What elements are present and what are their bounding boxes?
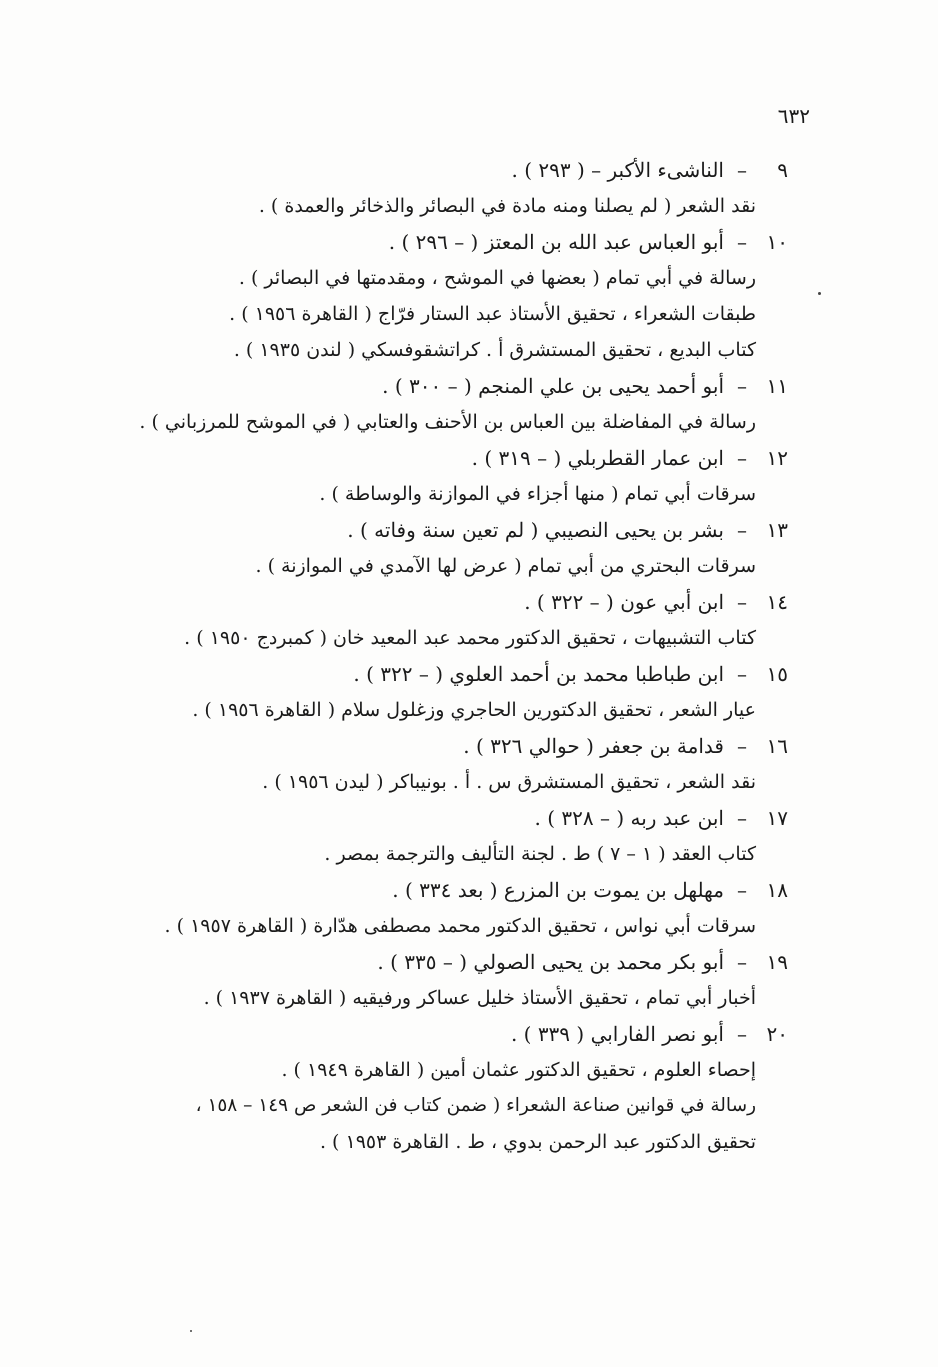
entry-heading — [108, 512, 788, 548]
entry-number: ١٥ — [766, 662, 788, 686]
entry-work: سرقات أبي نواس ، تحقيق الدكتور محمد مصطفى هدّارة ( القاهرة ١٩٥٧ ) . — [164, 915, 756, 937]
entry-author: ابن عمار القطربلي ( – ٣١٩ ) . — [471, 446, 724, 470]
entry-dash: – — [737, 1022, 747, 1046]
entry-work: رسالة في المفاضلة بين العباس بن الأحنف والعتابي ( في الموشح للمرزباني ) . — [139, 411, 756, 433]
entry-heading — [108, 584, 788, 620]
entry-author: الناشىء الأكبر – ( ٢٩٣ ) . — [511, 158, 724, 182]
entry-author: ابن عبد ربه ( – ٣٢٨ ) . — [534, 806, 724, 830]
entry-number: ١٣ — [766, 518, 788, 542]
bibliography-entry — [108, 512, 788, 584]
bibliography-entry — [108, 440, 788, 512]
scan-speck — [818, 292, 821, 295]
entry-author: أبو العباس عبد الله بن المعتز ( – ٢٩٦ ) . — [388, 230, 724, 254]
entry-dash: – — [737, 374, 747, 398]
entry-dash: – — [737, 518, 747, 542]
entry-work: عيار الشعر ، تحقيق الدكتورين الحاجري وزغلول سلام ( القاهرة ١٩٥٦ ) . — [192, 699, 756, 721]
entry-number: ١٧ — [766, 806, 788, 830]
bibliography-entry — [108, 944, 788, 1016]
entry-author: أبو نصر الفارابي ( ٣٣٩ ) . — [510, 1022, 724, 1046]
bibliography-entry — [108, 224, 788, 368]
entry-number: ١٩ — [766, 950, 788, 974]
entry-author: قدامة بن جعفر ( حوالي ٣٢٦ ) . — [463, 734, 724, 758]
entry-work: نقد الشعر ( لم يصلنا ومنه مادة في البصائر والذخائر والعمدة ) . — [258, 195, 756, 217]
entry-dash: – — [737, 446, 747, 470]
entry-author: بشر بن يحيى النصيبي ( لم تعين سنة وفاته ) . — [347, 518, 724, 542]
entry-work: رسالة في أبي تمام ( بعضها في الموشح ، ومقدمتها في البصائر ) . — [238, 267, 756, 289]
bibliography-entry — [108, 728, 788, 800]
entry-author: أبو بكر محمد بن يحيى الصولي ( – ٣٣٥ ) . — [377, 950, 724, 974]
entry-number: ١٤ — [766, 590, 788, 614]
entry-number: ١٢ — [766, 446, 788, 470]
entry-author: مهلهل بن يموت بن المزرع ( بعد ٣٣٤ ) . — [392, 878, 724, 902]
entry-work: أخبار أبي تمام ، تحقيق الأستاذ خليل عساكر ورفيقيه ( القاهرة ١٩٣٧ ) . — [203, 987, 756, 1009]
entry-dash: – — [737, 158, 747, 182]
bibliography-entry — [108, 368, 788, 440]
bibliography-entry — [108, 584, 788, 656]
bibliography-entry — [108, 872, 788, 944]
entry-work: سرقات أبي تمام ( منها أجزاء في الموازنة والوساطة ) . — [319, 483, 756, 505]
bibliography-list — [108, 152, 788, 1160]
entry-number: ١٠ — [766, 230, 788, 254]
bibliography-entry — [108, 656, 788, 728]
entry-work: كتاب التشبيهات ، تحقيق الدكتور محمد عبد المعيد خان ( كمبردج ١٩٥٠ ) . — [184, 627, 756, 649]
entry-work: تحقيق الدكتور عبد الرحمن بدوي ، ط . القاهرة ١٩٥٣ ) . — [319, 1131, 756, 1153]
entry-dash: – — [737, 590, 747, 614]
entry-number: ٢٠ — [766, 1022, 788, 1046]
entry-number: ١٦ — [766, 734, 788, 758]
entry-work: طبقات الشعراء ، تحقيق الأستاذ عبد الستار فرّاج ( القاهرة ١٩٥٦ ) . — [229, 303, 756, 325]
entry-heading — [108, 872, 788, 908]
bibliography-entry — [108, 800, 788, 872]
entry-heading — [108, 728, 788, 764]
entry-heading — [108, 224, 788, 260]
entry-work: سرقات البحتري من أبي تمام ( عرض لها الآمدي في الموازنة ) . — [255, 555, 756, 577]
entry-number: ١٨ — [766, 878, 788, 902]
entry-work: كتاب العقد ( ١ – ٧ ) ط . لجنة التأليف والترجمة بمصر . — [324, 843, 756, 865]
entry-dash: – — [737, 806, 747, 830]
entry-work: إحصاء العلوم ، تحقيق الدكتور عثمان أمين ( القاهرة ١٩٤٩ ) . — [281, 1059, 756, 1081]
entry-work: رسالة في قوانين صناعة الشعراء ( ضمن كتاب فن الشعر ص ١٤٩ – ١٥٨ ، — [195, 1095, 756, 1116]
entry-heading — [108, 944, 788, 980]
entry-author: ابن طباطبا محمد بن أحمد العلوي ( – ٣٢٢ ) . — [353, 662, 724, 686]
bibliography-entry — [108, 1016, 788, 1160]
entry-dash: – — [737, 950, 747, 974]
entry-heading — [108, 368, 788, 404]
entry-work: نقد الشعر ، تحقيق المستشرق س . أ . بونيباكر ( ليدن ١٩٥٦ ) . — [262, 771, 756, 793]
entry-heading — [108, 1016, 788, 1052]
entry-dash: – — [737, 662, 747, 686]
bibliography-entry — [108, 152, 788, 224]
entry-number: ٩ — [777, 158, 788, 182]
entry-heading — [108, 152, 788, 188]
entry-author: ابن أبي عون ( – ٣٢٢ ) . — [524, 590, 724, 614]
entry-number: ١١ — [766, 374, 788, 398]
entry-heading — [108, 656, 788, 692]
entry-dash: – — [737, 734, 747, 758]
scan-speck — [190, 1330, 192, 1332]
entry-dash: – — [737, 230, 747, 254]
entry-heading — [108, 440, 788, 476]
entry-dash: – — [737, 878, 747, 902]
entry-heading — [108, 800, 788, 836]
entry-work: كتاب البديع ، تحقيق المستشرق أ . كراتشقوفسكي ( لندن ١٩٣٥ ) . — [233, 339, 756, 361]
entry-author: أبو أحمد يحيى بن علي المنجم ( – ٣٠٠ ) . — [382, 374, 724, 398]
page-number: ٦٣٢ — [777, 104, 810, 128]
